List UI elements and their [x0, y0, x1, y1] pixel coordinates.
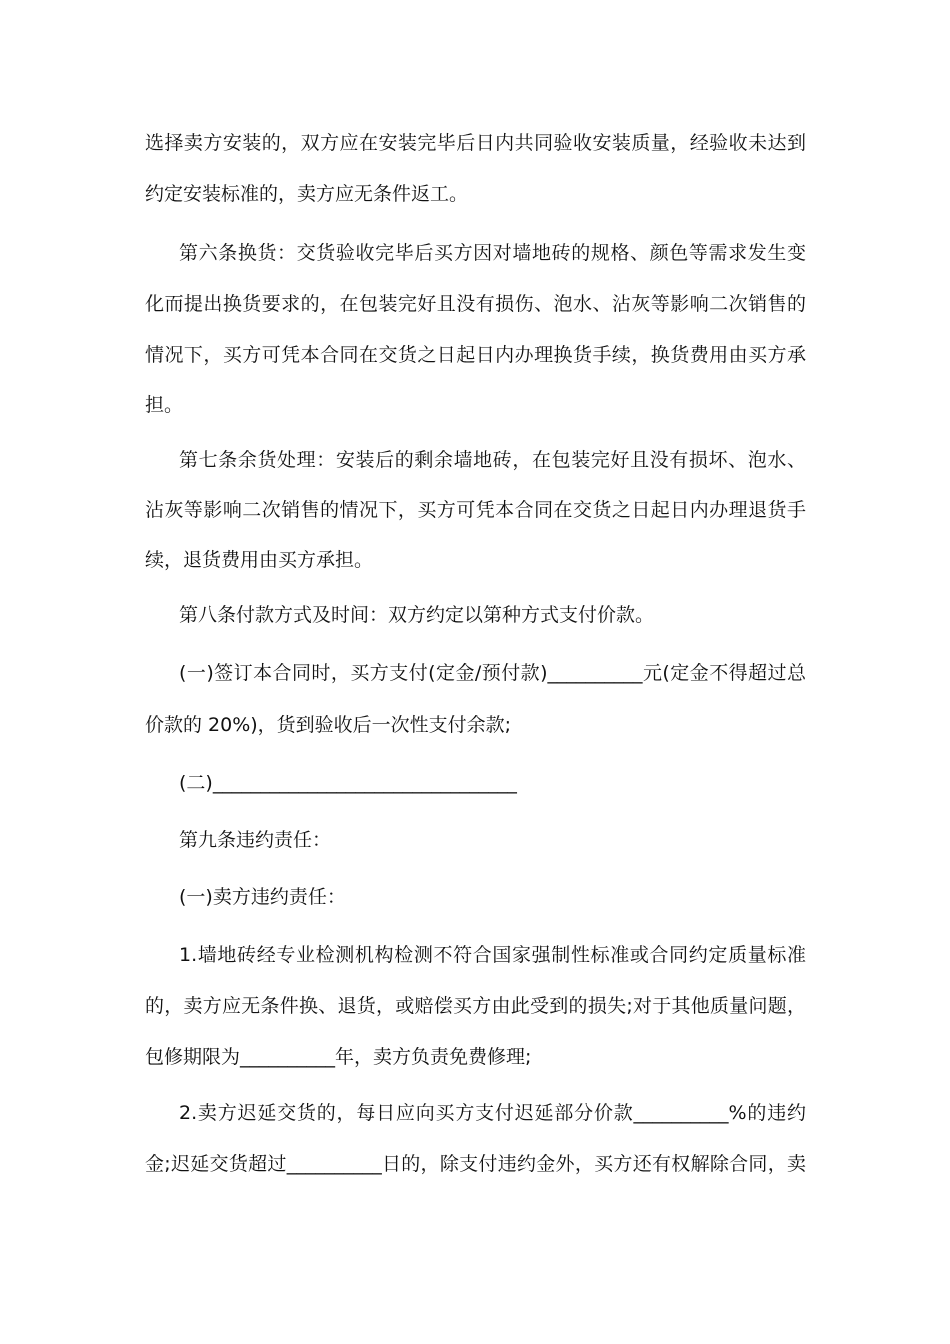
text-line: 的，卖方应无条件换、退货，或赔偿买方由此受到的损失;对于其他质量问题，: [145, 995, 806, 1017]
text-line: 选择卖方安装的，双方应在安装完毕后日内共同验收安装质量，经验收未达到: [145, 132, 806, 154]
text-line: 化而提出换货要求的，在包装完好且没有损伤、泡水、沾灰等影响二次销售的: [145, 293, 806, 315]
text-line: 情况下，买方可凭本合同在交货之日起日内办理换货手续，换货费用由买方承: [145, 344, 806, 366]
text-line: 第九条违约责任：: [179, 829, 332, 851]
text-line: 续，退货费用由买方承担。: [145, 549, 374, 571]
text-line: (一)签订本合同时，买方支付(定金/预付款)__________元(定金不得超过总: [179, 662, 806, 684]
text-line: 沾灰等影响二次销售的情况下，买方可凭本合同在交货之日起日内办理退货手: [145, 499, 806, 521]
text-line: 金;迟延交货超过__________日的，除支付违约金外，买方还有权解除合同，卖: [145, 1153, 806, 1175]
text-line: 1.墙地砖经专业检测机构检测不符合国家强制性标准或合同约定质量标准: [179, 944, 806, 966]
text-line: 第八条付款方式及时间：双方约定以第种方式支付价款。: [179, 604, 655, 626]
text-line: 2.卖方迟延交货的，每日应向买方支付迟延部分价款__________%的违约: [179, 1102, 806, 1124]
text-line: 包修期限为__________年，卖方负责免费修理;: [145, 1046, 532, 1068]
text-line: 担。: [145, 394, 184, 416]
text-line: (一)卖方违约责任：: [179, 886, 346, 908]
text-line: 价款的 20%)，货到验收后一次性支付余款;: [145, 714, 512, 736]
text-line: 约定安装标准的，卖方应无条件返工。: [145, 183, 469, 205]
text-line: 第六条换货：交货验收完毕后买方因对墙地砖的规格、颜色等需求发生变: [179, 242, 806, 264]
text-line: 第七条余货处理：安装后的剩余墙地砖，在包装完好且没有损坏、泡水、: [179, 449, 806, 471]
text-line: (二)________________________________: [179, 772, 517, 794]
